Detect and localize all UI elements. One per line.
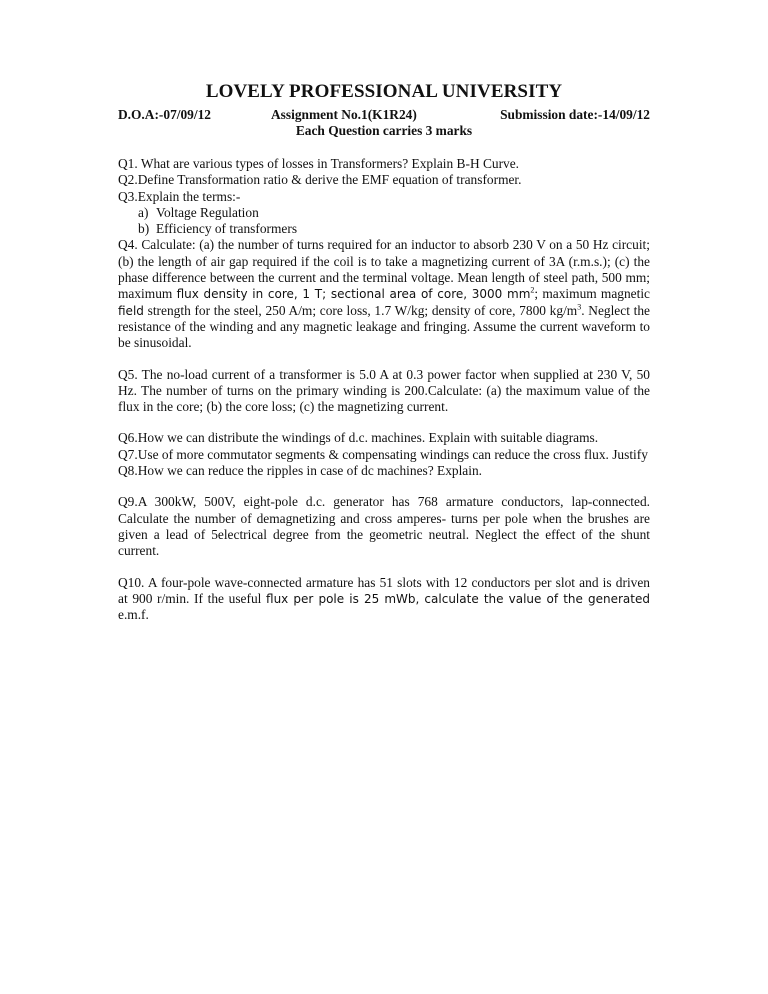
question-3-subitems (118, 205, 650, 238)
superscript: 3 (577, 302, 582, 312)
question-10-text: Q10. A four-pole wave-connected armature has 51 slots with 12 conductors per slot and is driven at 900 r/min. If the useful (118, 574, 650, 606)
question-4-text: flux density in core, 1 T; sectional area of core, 3000 mm (176, 287, 531, 302)
question-3: Q3.Explain the terms:- (118, 188, 241, 204)
question-2: Q2.Define Transformation ratio & derive the EMF equation of transformer. (118, 172, 522, 188)
superscript: 2 (530, 285, 535, 295)
question-10-text: e.m.f. (118, 607, 149, 623)
list-item (118, 221, 650, 237)
questions-list (118, 156, 650, 623)
university-title: LOVELY PROFESSIONAL UNIVERSITY (205, 81, 563, 102)
list-label: b) (138, 221, 150, 237)
meta-row (118, 107, 650, 124)
date-of-assignment: D.O.A:-07/09/12 (118, 107, 211, 122)
question-4-text: ; maximum magnetic (534, 286, 651, 302)
question-4-text: Q4. Calculate: (a) the number of turns required for an inductor to absorb 230 V on a 50 Hz circuit; (b) the length of air gap required if the coil is to take a magnetizing current of 3A (r.m.s.); (c) the phase difference between the current and the terminal voltage. Mean length of steel path, 500 mm; maximum (118, 237, 650, 302)
list-text: Voltage Regulation (156, 204, 259, 220)
question-7: Q7.Use of more commutator segments & compensating windings can reduce the cross flux. Justify (118, 446, 648, 462)
submission-date: Submission date:-14/09/12 (500, 107, 650, 122)
list-label: a) (138, 204, 149, 220)
question-4-text: field (118, 303, 144, 318)
question-4-text: . Neglect the resistance of the winding and any magnetic leakage and fringing. Assume the current waveform to be sinusoidal. (118, 302, 650, 351)
list-text: Efficiency of transformers (156, 221, 298, 237)
question-10-text: flux per pole is 25 mWb, calculate the value of the generated (266, 591, 650, 606)
question-5: Q5. The no-load current of a transformer is 5.0 A at 0.3 power factor when supplied at 230 V, 50 Hz. The number of turns on the primary winding is 200.Calculate: (a) the maximum value of the flux in the core; (b) the core loss; (c) the magnetizing current. (118, 366, 650, 415)
question-9: Q9.A 300kW, 500V, eight-pole d.c. generator has 768 armature conductors, lap-connected. Calculate the number of demagnetizing and cross amperes- turns per pole when the brushes are given a lead of 5electrical degree from the geometric neutral. Neglect the effect of the shunt current. (118, 494, 650, 559)
list-item (118, 205, 650, 221)
question-1: Q1. What are various types of losses in Transformers? Explain B-H Curve. (118, 156, 520, 171)
question-4 (118, 237, 650, 351)
question-6: Q6.How we can distribute the windings of d.c. machines. Explain with suitable diagrams. (118, 430, 599, 446)
assignment-number: Assignment No.1(K1R24) (271, 107, 417, 122)
question-10 (118, 575, 650, 624)
marks-note: Each Question carries 3 marks (295, 123, 473, 138)
question-4-text: strength for the steel, 250 A/m; core loss, 1.7 W/kg; density of core, 7800 kg/m (143, 302, 578, 318)
question-8: Q8.How we can reduce the ripples in case of dc machines? Explain. (118, 463, 483, 479)
